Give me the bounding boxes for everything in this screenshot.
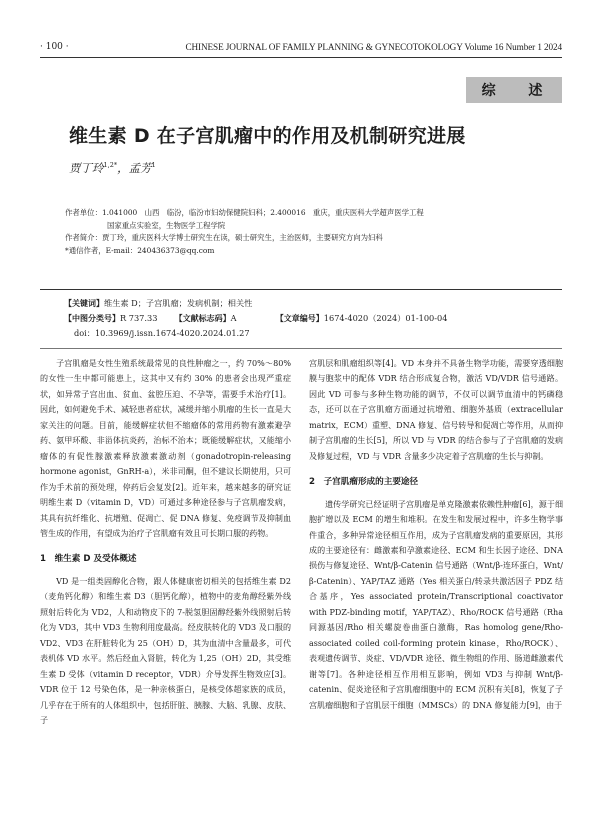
left-column bbox=[40, 356, 291, 728]
body-paragraph: 宫肌层和肌瘤组织等[4]。VD 本身并不具备生物学功能，需要穿透细胞膜与胞浆中的配体 VDR 结合形成复合物，激活 VD/VDR 信号通路。因此 VD 可参与多种生物功能的调节，不仅可以调节血清中的钙磷稳态，还可以在子宫肌瘤方面通过抗增殖、细胞外基质（extracellular matrix，ECM）重塑、DNA 修复、信号转导和促凋亡等作用，从而抑制子宫肌瘤的生长[5]，所以 VD 与 VDR 的结合参与了子宫肌瘤的发病及修复过程，VD 与 VDR 含量多少决定着子宫肌瘤的生长与抑制。 bbox=[309, 359, 563, 461]
author-affil-marker: 1 bbox=[151, 161, 156, 170]
running-header bbox=[40, 40, 562, 54]
clc-label: 【中图分类号】 bbox=[64, 314, 120, 323]
author-bio: 作者简介：贾丁玲，重庆医科大学博士研究生在读，硕士研究生，主治医师，主要研究方向为妇科 bbox=[65, 233, 383, 243]
divider bbox=[40, 348, 562, 349]
author-name: 孟芳 bbox=[128, 161, 152, 175]
page-number: · 100 · bbox=[40, 42, 69, 52]
keywords-row bbox=[64, 296, 560, 311]
author-separator: ， bbox=[117, 161, 129, 175]
keywords-text: 维生素 D；子宫肌瘤；发病机制；相关性 bbox=[104, 298, 253, 308]
author-line bbox=[69, 160, 156, 176]
article-title: 维生素 D 在子宫肌瘤中的作用及机制研究进展 bbox=[69, 125, 466, 147]
doc-code-value: A bbox=[230, 313, 237, 323]
journal-running-title: CHINESE JOURNAL OF FAMILY PLANNING & GYNECOTOKOLOGY Volume 16 Number 1 2024 bbox=[185, 42, 562, 52]
body-paragraph: 子宫肌瘤是女性生殖系统最常见的良性肿瘤之一，约 70%～80% 的女性一生中都可能患上，这其中又有约 30% 的患者会出现严重症状，如异常子宫出血、贫血、盆腔压迫、不孕等，需要手术治疗[1]。因此，如何避免手术、减轻患者症状，减缓并缩小肌瘤的生长一直是大家关注的问题。目前，能缓解症状但不缩瘤体的常用药物有激素避孕药、氨甲环酸、非甾体抗炎药，治标不治本；既能缓解症状，又能缩小瘤体的有促性腺激素释放激素激动剂（gonadotropin-releasing hormone agonist，GnRH-a），米非司酮，但不建议长期使用，只可作为手术前的预处理，停药后会复发[2]。近年来，越来越多的研究证明维生素 D（vitamin D，VD）可通过多种途径参与子宫肌瘤发病，其具有抗纤维化、抗增殖、促凋亡、促 DNA 修复、免疫调节及抑制血管生成的作用，有望成为治疗子宫肌瘤有效且可长期口服的药物。 bbox=[40, 359, 291, 538]
article-number-value: 1674-4020（2024）01-100-04 bbox=[323, 313, 448, 323]
classification-row bbox=[64, 311, 560, 326]
section-heading: 2 子宫肌瘤形成的主要途径 bbox=[309, 477, 419, 488]
section-heading: 1 维生素 D 及受体概述 bbox=[40, 554, 137, 565]
right-column bbox=[309, 356, 563, 713]
clc-value: R 737.33 bbox=[120, 313, 158, 323]
section-label: 综 述 bbox=[466, 77, 562, 103]
divider bbox=[40, 289, 562, 290]
body-paragraph: VD 是一组类固醇化合物，跟人体健康密切相关的包括维生素 D2（麦角钙化醇）和维生素 D3（胆钙化醇），植物中的麦角醇经紫外线照射后转化为 VD2，人和动物皮下的 7-脱氢胆固醇经紫外线照射后转化为 VD3，其中 VD3 生物利用度最高。经皮肤转化的 VD3 及口服的 VD2、VD3 在肝脏转化为 25（OH）D，其为血清中含量最多，可代表机体 VD 水平。然后经血入肾脏，转化为 1,25（OH）2D，其受维生素 D 受体（vitamin D receptor，VDR）介导发挥生物效应[3]。VDR 位于 12 号染色体，是一种亲核蛋白，是核受体超家族的成员，几乎存在于所有的人体组织中，包括肝脏、胰腺、大脑、乳腺、皮肤、子 bbox=[40, 576, 291, 725]
keywords-label: 【关键词】 bbox=[64, 299, 104, 308]
affiliations-block bbox=[65, 207, 560, 258]
doc-code-label: 【文献标志码】 bbox=[174, 314, 231, 323]
corresponding-author: *通信作者，E-mail：240436373@qq.com bbox=[65, 246, 215, 256]
doi: doi：10.3969/j.issn.1674-4020.2024.01.27 bbox=[74, 328, 250, 338]
affiliation-line: 国家重点实验室，生物医学工程学院 bbox=[107, 220, 226, 230]
article-number-label: 【文章编号】 bbox=[275, 314, 324, 323]
affiliation-line: 作者单位：1.041000 山西 临汾，临汾市妇幼保健院妇科；2.400016 重庆，重庆医科大学超声医学工程 bbox=[65, 208, 424, 217]
keywords-block bbox=[64, 296, 560, 340]
author-name: 贾丁玲 bbox=[69, 161, 104, 175]
author-affil-marker: 1,2* bbox=[103, 161, 118, 170]
header-rule bbox=[40, 57, 562, 58]
body-paragraph: 遗传学研究已经证明子宫肌瘤是单克隆激素依赖性肿瘤[6]，源于细胞扩增以及 ECM 的增生和堆积。在发生和发展过程中，许多生物学事件重合，多种异常途径相互作用，成为子宫肌瘤发病的重要原因，其形成的主要途径有：雌激素和孕激素途径、ECM 和生长因子途径、DNA 损伤与修复途径、Wnt/β-Catenin 信号通路（Wnt/β-连环蛋白，Wnt/β-Catenin）、YAP/TAZ 通路（Yes 相关蛋白/转录共激活因子 PDZ 结合基序，Yes associated protein/Transcriptional coactivator with PDZ-binding motif，YAP/TAZ）、Rho/ROCK 信号通路（Rha 同源基因/Rho 相关螺旋卷曲蛋白激酶，Ras homolog gene/Rho-associated coiled coil-forming protein kinase，Rho/ROCK）、表观遗传调节、炎症、VD/VDR 途径、微生物组的作用、肠道雌激素代谢等[7]。各种途径相互作用相互影响，例如 VD3 与抑制 Wnt/β-catenin、促炎途径和子宫肌瘤细胞中的 ECM 沉积有关[8]，恢复了子宫肌瘤细胞和子宫肌层干细胞（MMSCs）的 DNA 修复能力[9]，由于 bbox=[309, 499, 563, 710]
